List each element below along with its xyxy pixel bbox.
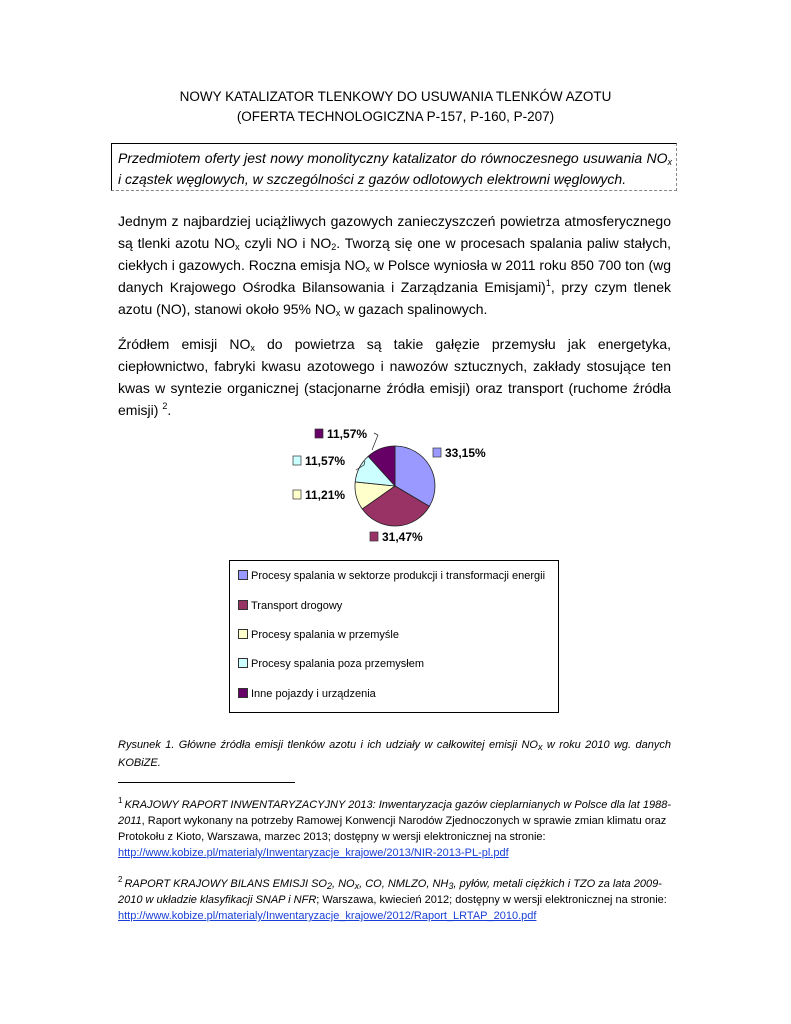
paragraph-sources: Źródłem emisji $NO_x$ do powietrza są takie gałęzie przemysłu jak energetyka, ciepłownictwo, fabryki kwasu azotowego i nawozów sztucznych, zakłady stosujące ten kwas w syntezie organicznej (stacjonarne źródła emisji) oraz transport (ruchome źródła emisji) $^2$. xyxy=(118,336,671,418)
document-subtitle: (OFERTA TECHNOLOGICZNA P-157, P-160, P-207) xyxy=(236,109,555,124)
legend-label-4: Procesy spalania poza przemysłem xyxy=(251,658,425,670)
paragraph-emissions: Jednym z najbardziej uciążliwych gazowych zanieczyszczeń powietrza atmosferycznego są tlenki azotu $NO_x$ czyli NO i $NO_2$. Tworzą się one w procesach spalania paliw stałych, ciekłych i gazowych. Roczna emisja $NO_x$ w Polsce wyniosła w 2011 roku 850 700 ton (wg danych Krajowego Ośrodka Bilansowania i Zarządzania Emisjami)$^1$, przy czym tlenek azotu (NO), stanowi około 95% $NO_x$ w gazach spalinowych. xyxy=(118,213,672,318)
legend-swatch-3 xyxy=(238,629,248,639)
figure-caption: Rysunek 1. Główne źródła emisji tlenków azotu i ich udziały w całkowitej emisji $NO_x$ w roku 2010 wg. danych KOBiZE. xyxy=(118,739,672,769)
legend-swatch-1 xyxy=(238,570,248,580)
document-title: NOWY KATALIZATOR TLENKOWY DO USUWANIA TLENKÓW AZOTU xyxy=(179,89,612,104)
chart-legend xyxy=(229,560,559,713)
pie-data-label-2 xyxy=(370,530,423,544)
pie-label-swatch-3 xyxy=(293,490,301,499)
pie-label-swatch-2 xyxy=(370,532,378,541)
pie-label-text-2: 31,47% xyxy=(382,530,423,544)
footnote-separator xyxy=(118,782,295,783)
legend-label-1: Procesy spalania w sektorze produkcji i transformacji energii xyxy=(251,570,546,582)
pie-data-label-1 xyxy=(433,446,486,460)
offer-summary-text: Przedmiotem oferty jest nowy monolityczny katalizator do równoczesnego usuwania $NO_x$ i cząstek węglowych, w szczególności z gazów odlotowych elektrowni węglowych. xyxy=(118,150,672,187)
legend-item-4 xyxy=(238,657,424,671)
pie-label-text-3: 11,21% xyxy=(305,488,346,502)
footnote-2: $^2$ RAPORT KRAJOWY BILANS EMISJI $SO_2$, $NO_x$, CO, NMLZO, $NH_3$, pyłów, metali ciężkich i TZO za lata 2009-2010 w układzie klasyfikacji SNAP i NFR; Warszawa, kwiecień 2012; dostępny w wersji elektronicznej na stronie: http://www.kobize.pl/materialy/Inwentaryzacje_krajowe/2012/Raport_LRTAP_2010.pdf xyxy=(118,875,667,922)
pie-label-swatch-5 xyxy=(315,429,323,438)
pie-chart xyxy=(280,420,540,555)
pie-label-swatch-1 xyxy=(433,448,441,457)
footnote-ref-2[interactable]: 2 xyxy=(162,401,168,411)
pie-data-label-5 xyxy=(315,427,367,441)
legend-label-3: Procesy spalania w przemyśle xyxy=(251,629,399,641)
legend-label-5: Inne pojazdy i urządzenia xyxy=(251,688,376,700)
pie-label-text-1: 33,15% xyxy=(445,446,486,460)
pie-data-label-3 xyxy=(293,488,345,502)
legend-swatch-5 xyxy=(238,688,248,698)
footnote-1-link[interactable]: http://www.kobize.pl/materialy/Inwentaryzacje_krajowe/2013/NIR-2013-PL-pl.pdf xyxy=(118,847,509,859)
pie-data-label-4 xyxy=(293,454,345,468)
legend-swatch-2 xyxy=(238,600,248,610)
footnote-1: $^1$ KRAJOWY RAPORT INWENTARYZACYJNY 2013: Inwentaryzacja gazów cieplarnianych w Polsce dla lat 1988-2011, Raport wykonany na potrzeby Ramowej Konwencji Narodów Zjednoczonych w sprawie zmian klimatu oraz Protokołu z Kioto, Warszawa, marzec 2013; dostępny w wersji elektronicznej na stronie: http://www.kobize.pl/materialy/Inwentaryzacje_krajowe/2013/NIR-2013-PL-pl.pdf xyxy=(118,796,671,859)
pie-label-swatch-4 xyxy=(293,456,301,465)
legend-swatch-4 xyxy=(238,658,248,668)
legend-label-2: Transport drogowy xyxy=(251,600,343,612)
pie-label-text-5: 11,57% xyxy=(327,427,368,441)
footnote-2-link[interactable]: http://www.kobize.pl/materialy/Inwentaryzacje_krajowe/2012/Raport_LRTAP_2010.pdf xyxy=(118,910,537,922)
legend-item-3 xyxy=(238,628,399,642)
pie-label-text-4: 11,57% xyxy=(305,454,346,468)
footnote-ref-1[interactable]: 1 xyxy=(545,278,551,288)
legend-item-1 xyxy=(238,569,545,583)
leader-line-5 xyxy=(372,433,378,450)
legend-item-2 xyxy=(238,599,342,613)
legend-item-5 xyxy=(238,687,376,701)
